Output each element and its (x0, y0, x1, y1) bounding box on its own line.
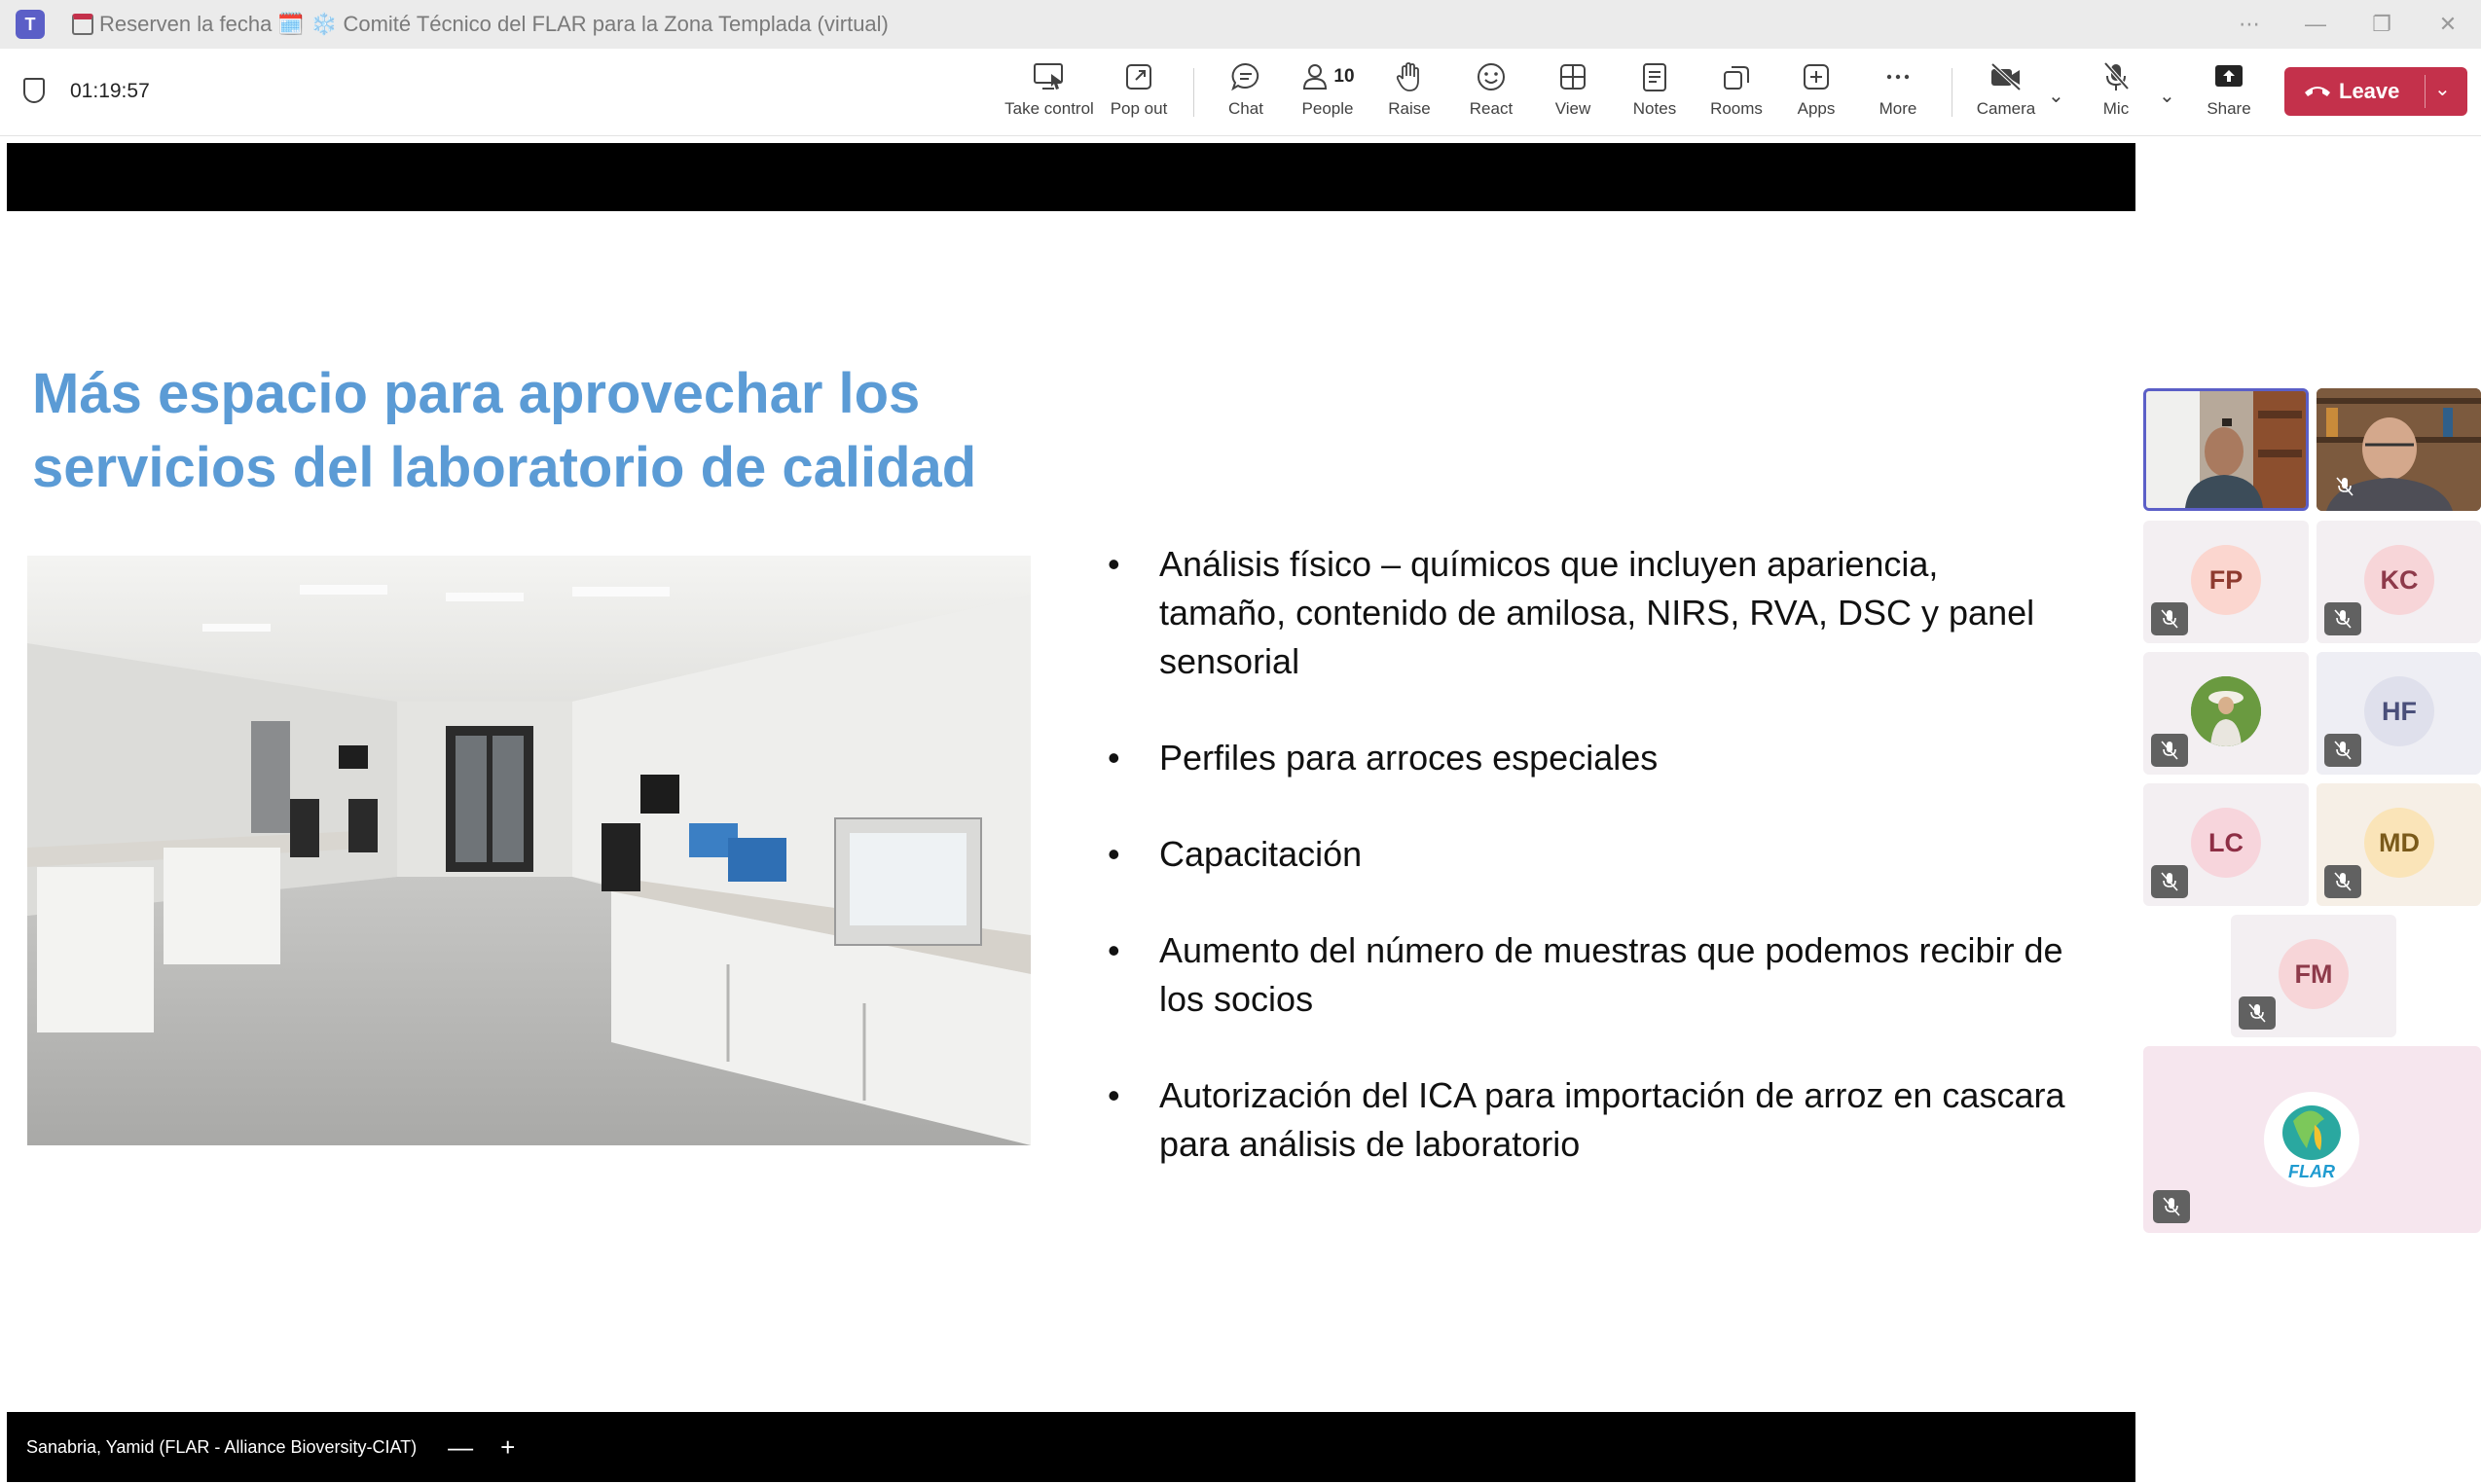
shield-icon (23, 78, 45, 103)
take-control-icon (1033, 60, 1066, 93)
avatar: KC (2364, 545, 2434, 615)
participant-tile[interactable] (2231, 915, 2396, 1037)
apps-icon (1802, 60, 1831, 93)
minimize-icon[interactable]: — (2305, 12, 2326, 36)
bullet-item (1100, 830, 2073, 879)
camera-label: Camera (1976, 99, 2036, 118)
raise-hand-button[interactable] (1380, 60, 1439, 128)
mic-off-icon (2101, 60, 2131, 93)
notes-button[interactable] (1625, 60, 1684, 128)
bullet-dot-icon: • (1108, 738, 1120, 778)
react-label: React (1469, 99, 1514, 118)
view-icon (1558, 60, 1587, 93)
take-control-label: Take control (1004, 99, 1094, 118)
participant-tile[interactable] (2317, 521, 2481, 643)
bullet-item (1100, 540, 2073, 686)
people-icon (1300, 60, 1354, 93)
phone-hangup-icon (2298, 79, 2337, 104)
more-label: More (1879, 99, 1917, 118)
raise-label: Raise (1388, 99, 1431, 118)
window-controls (2216, 0, 2481, 49)
notes-icon (1641, 60, 1668, 93)
meeting-timer: 01:19:57 (70, 80, 150, 102)
mic-button[interactable] (2089, 60, 2143, 128)
mic-off-icon (2151, 734, 2188, 767)
bullet-text: Autorización del ICA para importación de arroz en cascara para análisis de laboratorio (1159, 1075, 2065, 1164)
mic-label: Mic (2102, 99, 2130, 118)
people-button[interactable] (1291, 60, 1365, 128)
leave-divider (2425, 75, 2426, 108)
chat-label: Chat (1228, 99, 1263, 118)
toolbar-divider (1193, 68, 1194, 117)
participant-video-tile[interactable] (2317, 388, 2481, 511)
presenter-bar (7, 1412, 2135, 1482)
mic-off-icon (2324, 602, 2361, 635)
people-label: People (1301, 99, 1354, 118)
avatar: MD (2364, 808, 2434, 878)
chat-icon (1230, 60, 1261, 93)
pop-out-icon (1124, 60, 1153, 93)
bullet-dot-icon: • (1108, 544, 1120, 584)
more-icon (1883, 60, 1913, 93)
leave-options-chevron-icon[interactable]: ⌄ (2434, 79, 2451, 100)
avatar: FP (2191, 545, 2261, 615)
participant-tile[interactable] (2143, 783, 2309, 906)
mic-off-icon (2151, 865, 2188, 898)
window-title: Reserven la fecha 🗓️ ❄️ Comité Técnico del FLAR para la Zona Templada (virtual) (99, 12, 889, 36)
slide-title: Más espacio para aprovechar los servicios del laboratorio de calidad (32, 362, 977, 499)
more-options-icon[interactable]: ⋯ (2239, 12, 2260, 36)
participant-tile[interactable] (2143, 521, 2309, 643)
restore-icon[interactable]: ❐ (2372, 12, 2391, 36)
take-control-button[interactable] (1003, 60, 1096, 128)
mic-off-icon (2324, 865, 2361, 898)
mic-off-icon (2151, 602, 2188, 635)
view-label: View (1554, 99, 1591, 118)
participant-tile[interactable] (2143, 652, 2309, 775)
slide-bullet-list (1100, 540, 2073, 1216)
react-icon (1476, 60, 1507, 93)
flar-logo-text: FLAR (2288, 1162, 2335, 1181)
participant-video-tile[interactable] (2143, 388, 2309, 511)
bullet-dot-icon: • (1108, 834, 1120, 874)
participant-tile[interactable] (2317, 783, 2481, 906)
calendar-icon (72, 14, 93, 35)
bullet-item (1100, 926, 2073, 1024)
meeting-toolbar (0, 49, 2481, 136)
flar-logo-icon (2264, 1092, 2359, 1187)
avatar: LC (2191, 808, 2261, 878)
bullet-dot-icon: • (1108, 930, 1120, 970)
participant-tile[interactable] (2317, 652, 2481, 775)
people-count: 10 (1333, 66, 1355, 87)
bullet-text: Perfiles para arroces especiales (1159, 738, 1659, 778)
teams-logo-icon: T (16, 10, 45, 39)
raise-hand-icon (1395, 60, 1424, 93)
bullet-text: Capacitación (1159, 834, 1363, 874)
camera-off-icon (1988, 60, 2024, 93)
mic-off-icon (2153, 1190, 2190, 1223)
notes-label: Notes (1632, 99, 1677, 118)
leave-button[interactable] (2284, 67, 2467, 116)
mic-off-icon (2324, 734, 2361, 767)
zoom-in-button[interactable]: + (500, 1431, 516, 1462)
lab-photo (27, 556, 1031, 1145)
avatar: FM (2279, 939, 2349, 1009)
bullet-text: Análisis físico – químicos que incluyen apariencia, tamaño, contenido de amilosa, NIRS, RVA, DSC y panel sensorial (1159, 544, 2035, 681)
zoom-out-button[interactable]: — (448, 1431, 474, 1462)
mic-off-icon (2326, 470, 2363, 503)
bullet-item (1100, 734, 2073, 782)
pop-out-label: Pop out (1110, 99, 1168, 118)
pop-out-button[interactable] (1100, 60, 1178, 128)
mic-off-icon (2239, 996, 2276, 1030)
react-button[interactable] (1462, 60, 1520, 128)
participant-video (2146, 391, 2306, 508)
share-label: Share (2207, 99, 2251, 118)
camera-options-chevron-icon[interactable]: ⌄ (2048, 86, 2064, 107)
view-button[interactable] (1544, 60, 1602, 128)
bullet-item (1100, 1071, 2073, 1169)
avatar: HF (2364, 676, 2434, 746)
apps-button[interactable] (1787, 60, 1845, 128)
share-icon (2213, 60, 2244, 93)
title-bar (0, 0, 2481, 49)
rooms-button[interactable] (1701, 60, 1771, 128)
presentation-top-bar (7, 143, 2135, 211)
shared-screen (7, 143, 2135, 1482)
leave-label: Leave (2339, 79, 2400, 103)
rooms-icon (1722, 60, 1751, 93)
presenter-name: Sanabria, Yamid (FLAR - Alliance Bioversity-CIAT) (26, 1436, 418, 1457)
avatar-photo (2191, 676, 2261, 746)
mic-options-chevron-icon[interactable]: ⌄ (2159, 86, 2175, 107)
bullet-dot-icon: • (1108, 1075, 1120, 1115)
apps-label: Apps (1797, 99, 1836, 118)
camera-button[interactable] (1972, 60, 2040, 128)
bullet-text: Aumento del número de muestras que podemos recibir de los socios (1159, 930, 2063, 1019)
participant-tile[interactable] (2143, 1046, 2481, 1233)
rooms-label: Rooms (1710, 99, 1763, 118)
chat-button[interactable] (1217, 60, 1275, 128)
more-button[interactable] (1869, 60, 1927, 128)
close-icon[interactable]: ✕ (2438, 12, 2458, 36)
share-button[interactable] (2200, 60, 2258, 128)
